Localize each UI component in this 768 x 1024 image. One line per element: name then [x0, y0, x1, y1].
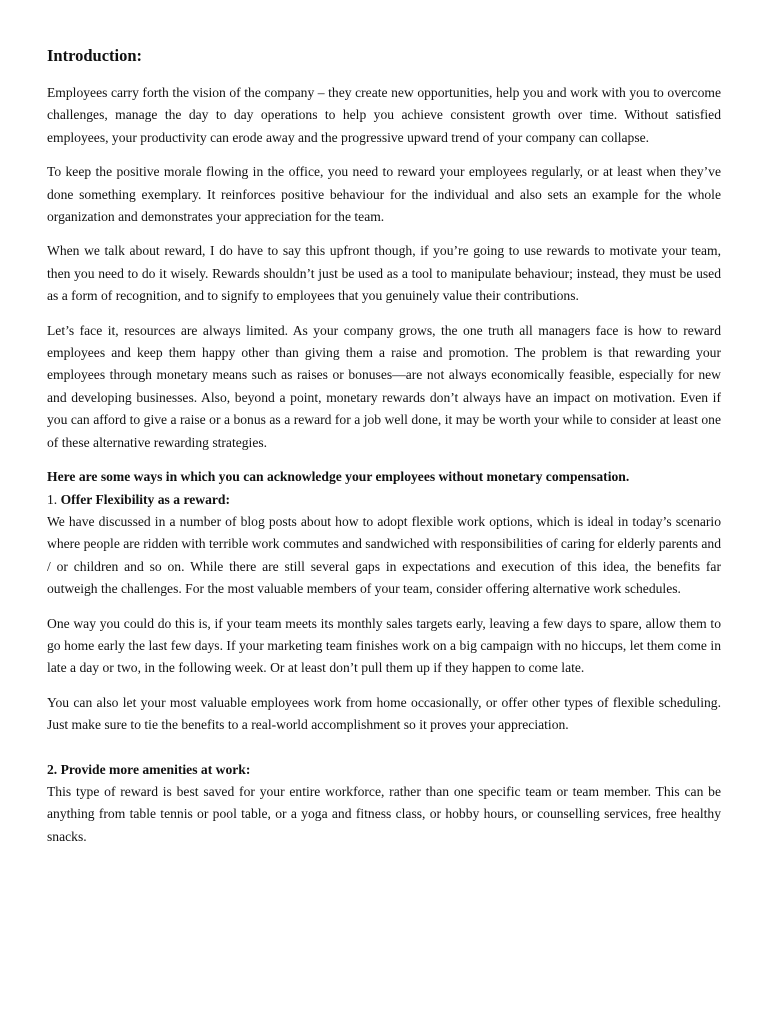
section-1-paragraph-3: You can also let your most valuable employees work from home occasionally, or offer other types of flexible scheduling. Just make sure to tie the benefits to a real-world accomplishment so it proves your appreciation. [47, 694, 721, 733]
section-1-heading: Offer Flexibility as a reward: [60, 491, 230, 507]
section-1-paragraph-1: We have discussed in a number of blog posts about how to adopt flexible work options, which is ideal in today’s scenario where people are ridden with terrible work commutes and sandwiched with responsibilities of caring for elderly parents and / or children and so on. While there are still several gaps in expectations and execution of this idea, the benefits far outweigh the challenges. For the most valuable members of your team, consider offering alternative work schedules. [47, 513, 721, 597]
page-title: Introduction: [47, 46, 143, 65]
ways-intro: Here are some ways in which you can acknowledge your employees without monetary compensation. [47, 469, 630, 485]
document-page [47, 44, 721, 860]
intro-paragraph-4: Let’s face it, resources are always limited. As your company grows, the one truth all managers face is how to reward employees and keep them happy other than giving them a raise and promotion. The problem is that rewarding your employees through monetary means such as raises or bonuses—are not always economically feasible, especially for new and developing businesses. Also, beyond a point, monetary rewards don’t always have an impact on motivation. Even if you can afford to give a raise or a bonus as a reward for a job well done, it may be worth your while to consider at least one of these alternative rewarding strategies. [47, 322, 721, 450]
section-2-paragraph-1: This type of reward is best saved for your entire workforce, rather than one specific team or team member. This can be anything from table tennis or pool table, or a yoga and fitness class, or hobby hours, or counselling services, free healthy snacks. [47, 783, 721, 844]
intro-paragraph-1: Employees carry forth the vision of the company – they create new opportunities, help you and work with you to overcome challenges, manage the day to day operations to help you achieve consistent growth over time. Without satisfied employees, your productivity can erode away and the progressive upward trend of your company can collapse. [47, 85, 721, 145]
section-1-title [47, 489, 721, 511]
section-spacer [47, 749, 721, 759]
section-2-title [47, 759, 721, 781]
section-1-paragraph-2: One way you could do this is, if your team meets its monthly sales targets early, leaving a few days to spare, allow them to go home early the last few days. If your marketing team finishes work on a big campaign with no hiccups, let them come in late a day or two, in the following week. Or at least don’t pull them up if they happen to come late. [47, 615, 721, 676]
intro-paragraph-3: When we talk about reward, I do have to say this upfront though, if you’re going to use rewards to motivate your team, then you need to do it wisely. Rewards shouldn’t just be used as a tool to manipulate behaviour; instead, they must be used as a form of recognition, and to signify to employees that you genuinely value their contributions. [47, 243, 721, 304]
section-1-number: 1. [47, 491, 58, 507]
intro-paragraph-2: To keep the positive morale flowing in the office, you need to reward your employees regularly, or at least when they’ve done something exemplary. It reinforces positive behaviour for the individual and also sets an example for the whole organization and demonstrates your appreciation for the team. [47, 164, 721, 225]
section-2-heading: 2. Provide more amenities at work: [47, 761, 251, 777]
